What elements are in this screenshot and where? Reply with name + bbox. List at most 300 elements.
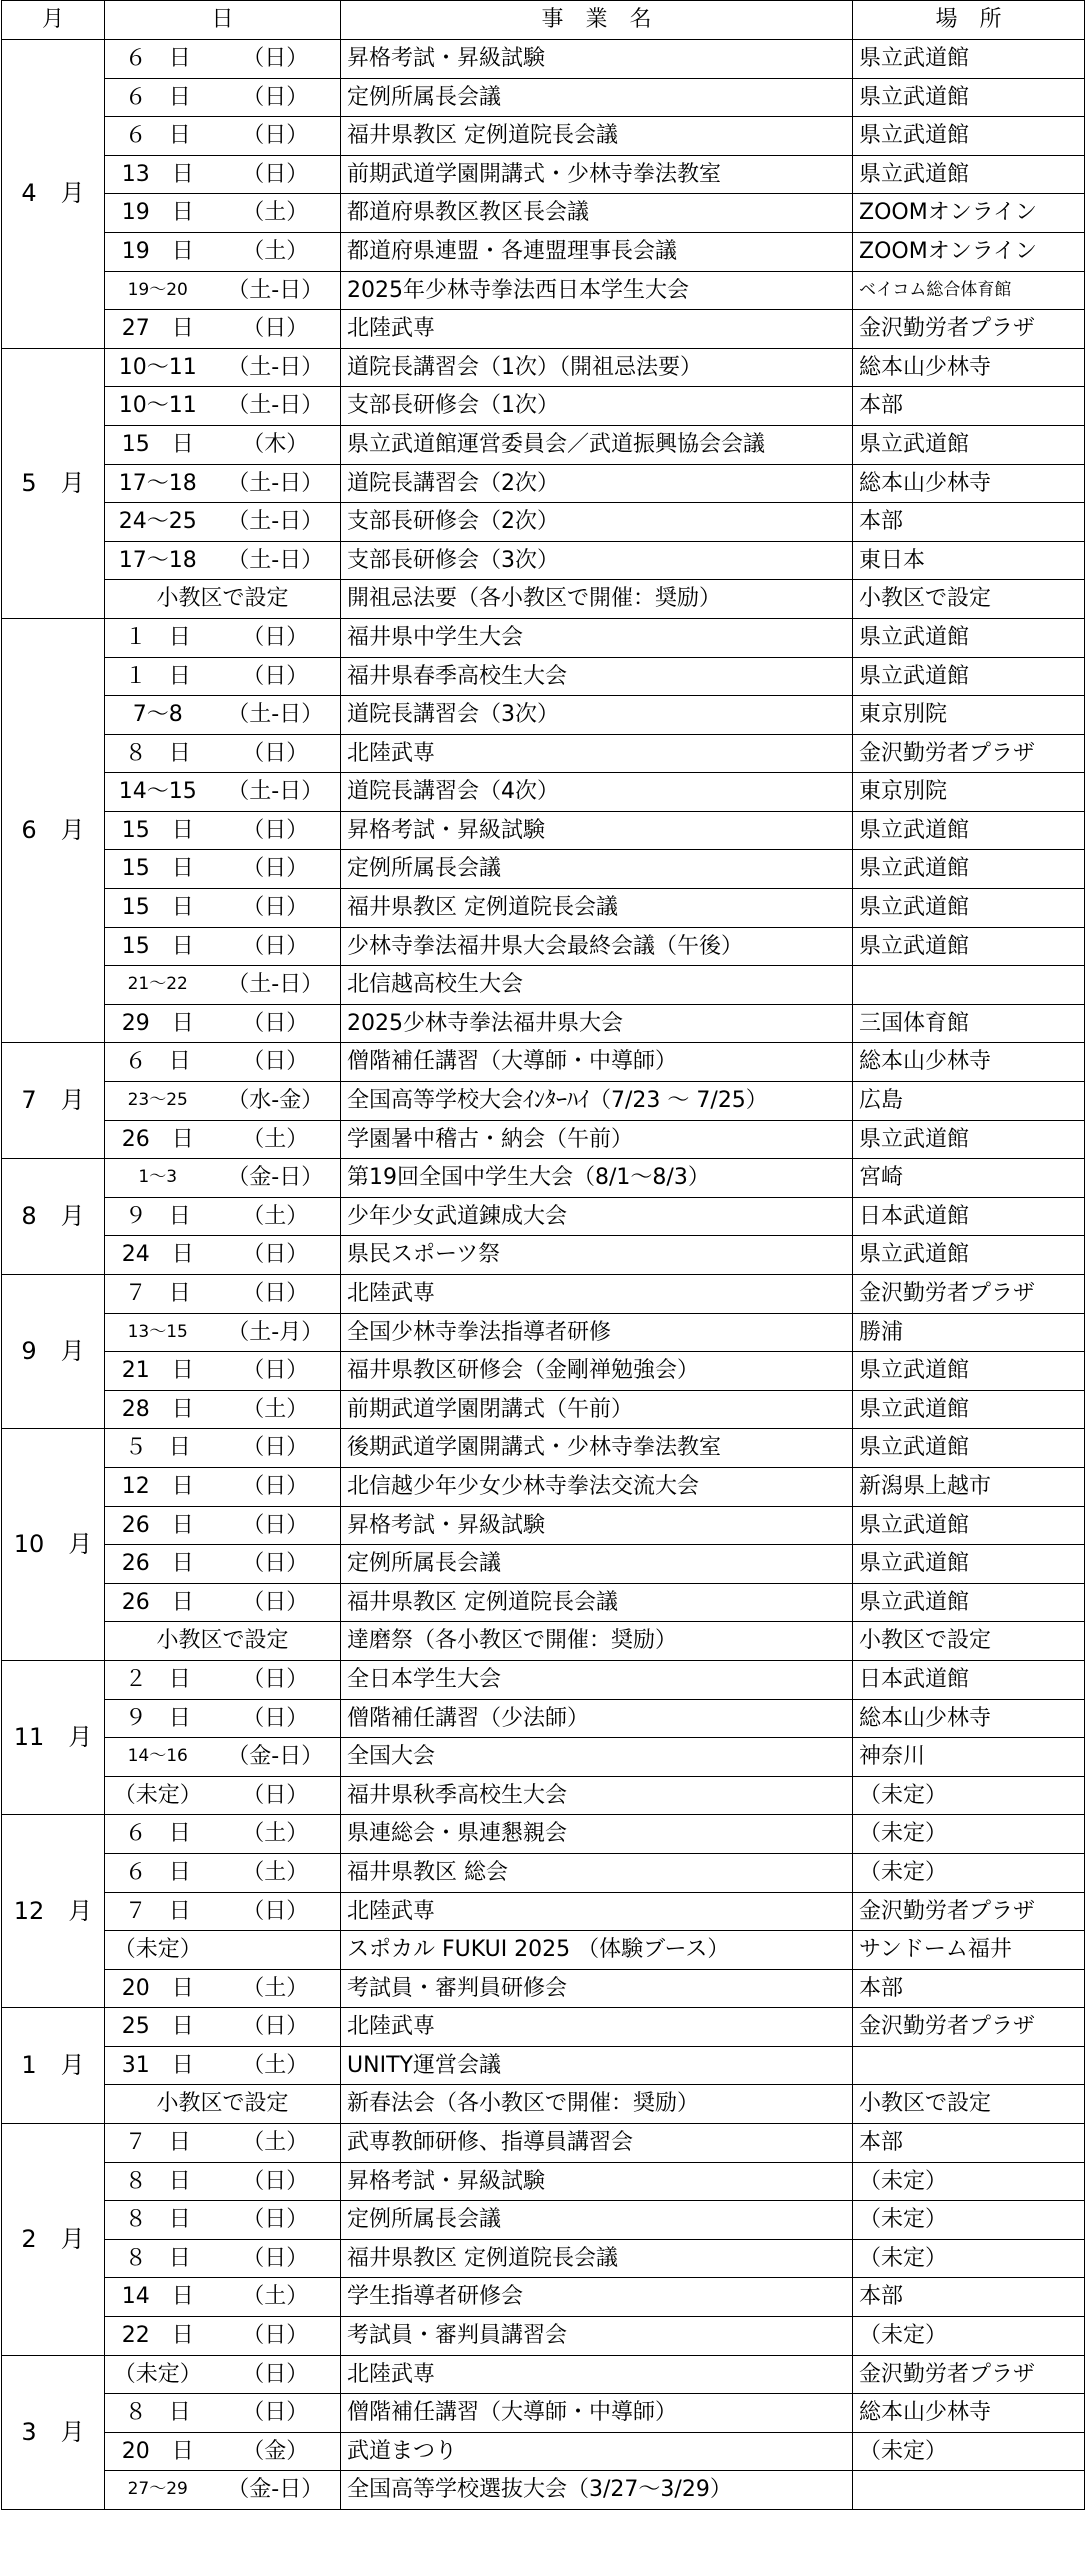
date-cell: 14〜15 bbox=[105, 773, 211, 812]
date-cell: 27〜29 bbox=[105, 2471, 211, 2510]
event-cell: スポカル FUKUI 2025 （体験ブース） bbox=[341, 1931, 853, 1970]
place-cell: 小教区で設定 bbox=[853, 2085, 1085, 2124]
event-cell: 福井県中学生大会 bbox=[341, 618, 853, 657]
month-cell: 8 月 bbox=[2, 1159, 105, 1275]
header-month: 月 bbox=[2, 1, 105, 40]
table-row bbox=[2, 2317, 1085, 2356]
table-row bbox=[2, 1197, 1085, 1236]
place-cell: （未定） bbox=[853, 1853, 1085, 1892]
table-row bbox=[2, 657, 1085, 696]
date-cell: ７ 日 bbox=[105, 1275, 211, 1314]
event-cell: 2025年少林寺拳法西日本学生大会 bbox=[341, 271, 853, 310]
table-row bbox=[2, 1313, 1085, 1352]
weekday-cell: （土-日） bbox=[211, 387, 341, 426]
event-cell: 達磨祭（各小教区で開催：奨励） bbox=[341, 1622, 853, 1661]
weekday-cell: （日） bbox=[211, 2201, 341, 2240]
place-cell: 県立武道館 bbox=[853, 618, 1085, 657]
event-cell: 昇格考試・昇級試験 bbox=[341, 811, 853, 850]
table-row bbox=[2, 966, 1085, 1005]
place-cell bbox=[853, 2046, 1085, 2085]
weekday-cell: （日） bbox=[211, 1275, 341, 1314]
table-row bbox=[2, 1467, 1085, 1506]
event-cell: 全国大会 bbox=[341, 1738, 853, 1777]
date-cell: 21 日 bbox=[105, 1352, 211, 1391]
event-cell: 2025少林寺拳法福井県大会 bbox=[341, 1004, 853, 1043]
place-cell: 総本山少林寺 bbox=[853, 348, 1085, 387]
table-row bbox=[2, 1390, 1085, 1429]
table-row bbox=[2, 2008, 1085, 2047]
weekday-cell: （土） bbox=[211, 1853, 341, 1892]
table-row bbox=[2, 927, 1085, 966]
table-row bbox=[2, 1776, 1085, 1815]
event-cell: 福井県教区 定例道院長会議 bbox=[341, 117, 853, 156]
event-cell: 北陸武専 bbox=[341, 734, 853, 773]
weekday-cell: （日） bbox=[211, 2008, 341, 2047]
table-row bbox=[2, 696, 1085, 735]
date-cell: 7〜8 bbox=[105, 696, 211, 735]
event-cell: 道院長講習会（3次） bbox=[341, 696, 853, 735]
weekday-cell: （日） bbox=[211, 310, 341, 349]
place-cell: 本部 bbox=[853, 2124, 1085, 2163]
event-cell: 県連総会・県連懇親会 bbox=[341, 1815, 853, 1854]
event-cell: 全国高等学校選抜大会（3/27〜3/29） bbox=[341, 2471, 853, 2510]
table-row bbox=[2, 1815, 1085, 1854]
weekday-cell: （日） bbox=[211, 155, 341, 194]
event-cell: 前期武道学園開講式・少林寺拳法教室 bbox=[341, 155, 853, 194]
weekday-cell: （日） bbox=[211, 1043, 341, 1082]
event-cell: 考試員・審判員研修会 bbox=[341, 1969, 853, 2008]
event-cell: 僧階補任講習（少法師） bbox=[341, 1699, 853, 1738]
weekday-cell: （金） bbox=[211, 2432, 341, 2471]
place-cell: 本部 bbox=[853, 387, 1085, 426]
weekday-cell: （土） bbox=[211, 1969, 341, 2008]
date-cell: ８ 日 bbox=[105, 734, 211, 773]
table-row bbox=[2, 2394, 1085, 2433]
table-row bbox=[2, 310, 1085, 349]
event-cell: 福井県春季高校生大会 bbox=[341, 657, 853, 696]
table-row bbox=[2, 2239, 1085, 2278]
place-cell: （未定） bbox=[853, 2162, 1085, 2201]
month-cell: 5 月 bbox=[2, 348, 105, 618]
event-cell: 僧階補任講習（大導師・中導師） bbox=[341, 2394, 853, 2433]
date-cell: ６ 日 bbox=[105, 1815, 211, 1854]
table-row bbox=[2, 271, 1085, 310]
place-cell: 県立武道館 bbox=[853, 1390, 1085, 1429]
place-cell: 県立武道館 bbox=[853, 1583, 1085, 1622]
event-cell: 道院長講習会（4次） bbox=[341, 773, 853, 812]
place-cell bbox=[853, 966, 1085, 1005]
place-cell: 県立武道館 bbox=[853, 1545, 1085, 1584]
weekday-cell: （土-日） bbox=[211, 348, 341, 387]
place-cell: 総本山少林寺 bbox=[853, 464, 1085, 503]
table-row bbox=[2, 618, 1085, 657]
table-row bbox=[2, 2046, 1085, 2085]
month-cell: 4 月 bbox=[2, 40, 105, 349]
date-cell: ８ 日 bbox=[105, 2201, 211, 2240]
table-row bbox=[2, 1159, 1085, 1198]
weekday-cell: （土） bbox=[211, 1197, 341, 1236]
date-cell: 17〜18 bbox=[105, 464, 211, 503]
event-cell: 全国高等学校大会ｲﾝﾀｰﾊｲ（7/23 〜 7/25） bbox=[341, 1082, 853, 1121]
event-cell: 定例所属長会議 bbox=[341, 1545, 853, 1584]
event-cell: 後期武道学園開講式・少林寺拳法教室 bbox=[341, 1429, 853, 1468]
table-row bbox=[2, 1043, 1085, 1082]
date-cell: 28 日 bbox=[105, 1390, 211, 1429]
event-cell: 北陸武専 bbox=[341, 310, 853, 349]
table-row bbox=[2, 1699, 1085, 1738]
date-cell: 26 日 bbox=[105, 1506, 211, 1545]
date-cell: 1〜3 bbox=[105, 1159, 211, 1198]
place-cell: 神奈川 bbox=[853, 1738, 1085, 1777]
weekday-cell: （土） bbox=[211, 194, 341, 233]
date-cell: 24〜25 bbox=[105, 503, 211, 542]
place-cell: 新潟県上越市 bbox=[853, 1467, 1085, 1506]
table-row bbox=[2, 1660, 1085, 1699]
table-row bbox=[2, 1931, 1085, 1970]
table-row bbox=[2, 464, 1085, 503]
weekday-cell: （日） bbox=[211, 2355, 341, 2394]
event-cell: 定例所属長会議 bbox=[341, 2201, 853, 2240]
place-cell: 金沢勤労者プラザ bbox=[853, 1275, 1085, 1314]
weekday-cell: （日） bbox=[211, 889, 341, 928]
date-cell: ７ 日 bbox=[105, 1892, 211, 1931]
weekday-cell: （日） bbox=[211, 850, 341, 889]
event-cell: 県民スポーツ祭 bbox=[341, 1236, 853, 1275]
table-row bbox=[2, 1352, 1085, 1391]
place-cell: 宮崎 bbox=[853, 1159, 1085, 1198]
table-row bbox=[2, 348, 1085, 387]
place-cell: 広島 bbox=[853, 1082, 1085, 1121]
table-row bbox=[2, 2085, 1085, 2124]
table-row bbox=[2, 232, 1085, 271]
schedule-table bbox=[1, 0, 1085, 2510]
table-row bbox=[2, 425, 1085, 464]
table-row bbox=[2, 811, 1085, 850]
event-cell: 北陸武専 bbox=[341, 2355, 853, 2394]
table-row bbox=[2, 194, 1085, 233]
weekday-cell: （土-日） bbox=[211, 541, 341, 580]
event-cell: 北陸武専 bbox=[341, 1275, 853, 1314]
place-cell: 本部 bbox=[853, 1969, 1085, 2008]
date-cell: ２ 日 bbox=[105, 1660, 211, 1699]
event-cell: 僧階補任講習（大導師・中導師） bbox=[341, 1043, 853, 1082]
event-cell: 県立武道館運営委員会／武道振興協会会議 bbox=[341, 425, 853, 464]
date-cell: （未定） bbox=[105, 2355, 211, 2394]
date-cell: 21〜22 bbox=[105, 966, 211, 1005]
date-cell: 10〜11 bbox=[105, 348, 211, 387]
table-row bbox=[2, 2162, 1085, 2201]
event-cell: 新春法会（各小教区で開催：奨励） bbox=[341, 2085, 853, 2124]
month-cell: 7 月 bbox=[2, 1043, 105, 1159]
weekday-cell: （土） bbox=[211, 1120, 341, 1159]
place-cell: 本部 bbox=[853, 2278, 1085, 2317]
place-cell: 県立武道館 bbox=[853, 850, 1085, 889]
weekday-cell bbox=[211, 1931, 341, 1970]
weekday-cell: （金-日） bbox=[211, 1738, 341, 1777]
event-cell: 昇格考試・昇級試験 bbox=[341, 40, 853, 79]
date-cell: 20 日 bbox=[105, 2432, 211, 2471]
place-cell: 県立武道館 bbox=[853, 1236, 1085, 1275]
date-cell: 20 日 bbox=[105, 1969, 211, 2008]
event-cell: 支部長研修会（1次） bbox=[341, 387, 853, 426]
table-row bbox=[2, 773, 1085, 812]
place-cell: 金沢勤労者プラザ bbox=[853, 734, 1085, 773]
date-cell: 15 日 bbox=[105, 927, 211, 966]
weekday-cell: （日） bbox=[211, 2239, 341, 2278]
date-cell: 小教区で設定 bbox=[105, 580, 341, 619]
weekday-cell: （土） bbox=[211, 2124, 341, 2163]
place-cell: （未定） bbox=[853, 2239, 1085, 2278]
date-cell: 12 日 bbox=[105, 1467, 211, 1506]
event-cell: 少林寺拳法福井県大会最終会議（午後） bbox=[341, 927, 853, 966]
date-cell: 22 日 bbox=[105, 2317, 211, 2356]
table-row bbox=[2, 2124, 1085, 2163]
weekday-cell: （日） bbox=[211, 1467, 341, 1506]
weekday-cell: （土-日） bbox=[211, 696, 341, 735]
weekday-cell: （日） bbox=[211, 1699, 341, 1738]
date-cell: 13〜15 bbox=[105, 1313, 211, 1352]
table-row bbox=[2, 850, 1085, 889]
event-cell: 福井県秋季高校生大会 bbox=[341, 1776, 853, 1815]
event-cell: 福井県教区 定例道院長会議 bbox=[341, 1583, 853, 1622]
date-cell: 19 日 bbox=[105, 232, 211, 271]
date-cell: ９ 日 bbox=[105, 1197, 211, 1236]
weekday-cell: （日） bbox=[211, 78, 341, 117]
event-cell: 開祖忌法要（各小教区で開催：奨励） bbox=[341, 580, 853, 619]
place-cell: 東京別院 bbox=[853, 696, 1085, 735]
place-cell: 勝浦 bbox=[853, 1313, 1085, 1352]
date-cell: １ 日 bbox=[105, 618, 211, 657]
schedule-body bbox=[2, 40, 1085, 2510]
date-cell: 15 日 bbox=[105, 425, 211, 464]
weekday-cell: （日） bbox=[211, 657, 341, 696]
weekday-cell: （日） bbox=[211, 1892, 341, 1931]
date-cell: ８ 日 bbox=[105, 2239, 211, 2278]
table-row bbox=[2, 2278, 1085, 2317]
weekday-cell: （土） bbox=[211, 2278, 341, 2317]
weekday-cell: （水-金） bbox=[211, 1082, 341, 1121]
month-cell: 1 月 bbox=[2, 2008, 105, 2124]
table-row bbox=[2, 1892, 1085, 1931]
weekday-cell: （日） bbox=[211, 2162, 341, 2201]
weekday-cell: （日） bbox=[211, 2394, 341, 2433]
date-cell: 14 日 bbox=[105, 2278, 211, 2317]
weekday-cell: （土-日） bbox=[211, 503, 341, 542]
event-cell: 福井県教区研修会（金剛禅勉強会） bbox=[341, 1352, 853, 1391]
place-cell bbox=[853, 2471, 1085, 2510]
table-row bbox=[2, 541, 1085, 580]
date-cell: 15 日 bbox=[105, 811, 211, 850]
place-cell: 総本山少林寺 bbox=[853, 2394, 1085, 2433]
weekday-cell: （日） bbox=[211, 734, 341, 773]
date-cell: 10〜11 bbox=[105, 387, 211, 426]
weekday-cell: （日） bbox=[211, 927, 341, 966]
date-cell: 小教区で設定 bbox=[105, 1622, 341, 1661]
table-row bbox=[2, 1622, 1085, 1661]
weekday-cell: （日） bbox=[211, 1776, 341, 1815]
weekday-cell: （日） bbox=[211, 811, 341, 850]
place-cell: ベイコム総合体育館 bbox=[853, 271, 1085, 310]
place-cell: 金沢勤労者プラザ bbox=[853, 2355, 1085, 2394]
table-row bbox=[2, 1120, 1085, 1159]
place-cell: 東京別院 bbox=[853, 773, 1085, 812]
place-cell: 県立武道館 bbox=[853, 811, 1085, 850]
weekday-cell: （土） bbox=[211, 1815, 341, 1854]
place-cell: 県立武道館 bbox=[853, 1429, 1085, 1468]
place-cell: 県立武道館 bbox=[853, 1506, 1085, 1545]
month-cell: 6 月 bbox=[2, 618, 105, 1043]
header-day: 日 bbox=[105, 1, 341, 40]
month-cell: 12 月 bbox=[2, 1815, 105, 2008]
place-cell: 本部 bbox=[853, 503, 1085, 542]
date-cell: ５ 日 bbox=[105, 1429, 211, 1468]
header-row bbox=[2, 1, 1085, 40]
date-cell: ９ 日 bbox=[105, 1699, 211, 1738]
event-cell: 都道府県教区教区長会議 bbox=[341, 194, 853, 233]
month-cell: 3 月 bbox=[2, 2355, 105, 2509]
event-cell: 昇格考試・昇級試験 bbox=[341, 1506, 853, 1545]
weekday-cell: （日） bbox=[211, 1004, 341, 1043]
date-cell: 29 日 bbox=[105, 1004, 211, 1043]
event-cell: 支部長研修会（3次） bbox=[341, 541, 853, 580]
date-cell: ６ 日 bbox=[105, 40, 211, 79]
table-row bbox=[2, 40, 1085, 79]
event-cell: 定例所属長会議 bbox=[341, 78, 853, 117]
date-cell: 19〜20 bbox=[105, 271, 211, 310]
table-row bbox=[2, 1275, 1085, 1314]
weekday-cell: （土-日） bbox=[211, 966, 341, 1005]
date-cell: 26 日 bbox=[105, 1583, 211, 1622]
weekday-cell: （日） bbox=[211, 1583, 341, 1622]
weekday-cell: （日） bbox=[211, 1236, 341, 1275]
place-cell: 日本武道館 bbox=[853, 1197, 1085, 1236]
place-cell: 東日本 bbox=[853, 541, 1085, 580]
table-row bbox=[2, 387, 1085, 426]
place-cell: サンドーム福井 bbox=[853, 1931, 1085, 1970]
table-row bbox=[2, 580, 1085, 619]
place-cell: （未定） bbox=[853, 1815, 1085, 1854]
place-cell: 県立武道館 bbox=[853, 155, 1085, 194]
event-cell: 福井県教区 定例道院長会議 bbox=[341, 889, 853, 928]
table-row bbox=[2, 1082, 1085, 1121]
date-cell: （未定） bbox=[105, 1776, 211, 1815]
date-cell: 31 日 bbox=[105, 2046, 211, 2085]
month-cell: 9 月 bbox=[2, 1275, 105, 1429]
place-cell: （未定） bbox=[853, 2201, 1085, 2240]
table-row bbox=[2, 2471, 1085, 2510]
weekday-cell: （土） bbox=[211, 1390, 341, 1429]
table-row bbox=[2, 1545, 1085, 1584]
table-row bbox=[2, 889, 1085, 928]
table-row bbox=[2, 2432, 1085, 2471]
place-cell: 県立武道館 bbox=[853, 40, 1085, 79]
event-cell: 武道まつり bbox=[341, 2432, 853, 2471]
event-cell: 福井県教区 総会 bbox=[341, 1853, 853, 1892]
date-cell: 15 日 bbox=[105, 889, 211, 928]
place-cell: 日本武道館 bbox=[853, 1660, 1085, 1699]
date-cell: ６ 日 bbox=[105, 117, 211, 156]
date-cell: 26 日 bbox=[105, 1120, 211, 1159]
place-cell: （未定） bbox=[853, 2317, 1085, 2356]
table-row bbox=[2, 2355, 1085, 2394]
event-cell: 昇格考試・昇級試験 bbox=[341, 2162, 853, 2201]
table-row bbox=[2, 503, 1085, 542]
table-row bbox=[2, 1429, 1085, 1468]
weekday-cell: （土） bbox=[211, 232, 341, 271]
place-cell: 三国体育館 bbox=[853, 1004, 1085, 1043]
table-row bbox=[2, 1969, 1085, 2008]
event-cell: 武専教師研修、指導員講習会 bbox=[341, 2124, 853, 2163]
place-cell: 小教区で設定 bbox=[853, 1622, 1085, 1661]
event-cell: 北陸武専 bbox=[341, 1892, 853, 1931]
event-cell: 北陸武専 bbox=[341, 2008, 853, 2047]
weekday-cell: （金-日） bbox=[211, 1159, 341, 1198]
weekday-cell: （金-日） bbox=[211, 2471, 341, 2510]
month-cell: 10 月 bbox=[2, 1429, 105, 1661]
weekday-cell: （日） bbox=[211, 117, 341, 156]
weekday-cell: （日） bbox=[211, 1506, 341, 1545]
event-cell: 支部長研修会（2次） bbox=[341, 503, 853, 542]
table-row bbox=[2, 1853, 1085, 1892]
table-row bbox=[2, 1004, 1085, 1043]
weekday-cell: （土） bbox=[211, 2046, 341, 2085]
place-cell: 総本山少林寺 bbox=[853, 1043, 1085, 1082]
date-cell: ６ 日 bbox=[105, 78, 211, 117]
header-event: 事 業 名 bbox=[341, 1, 853, 40]
date-cell: 23〜25 bbox=[105, 1082, 211, 1121]
date-cell: 26 日 bbox=[105, 1545, 211, 1584]
date-cell: 25 日 bbox=[105, 2008, 211, 2047]
table-row bbox=[2, 1738, 1085, 1777]
weekday-cell: （日） bbox=[211, 618, 341, 657]
date-cell: ６ 日 bbox=[105, 1043, 211, 1082]
date-cell: 19 日 bbox=[105, 194, 211, 233]
event-cell: 全日本学生大会 bbox=[341, 1660, 853, 1699]
date-cell: ６ 日 bbox=[105, 1853, 211, 1892]
event-cell: 前期武道学園閉講式（午前） bbox=[341, 1390, 853, 1429]
event-cell: 道院長講習会（2次） bbox=[341, 464, 853, 503]
date-cell: 24 日 bbox=[105, 1236, 211, 1275]
month-cell: 2 月 bbox=[2, 2124, 105, 2356]
date-cell: １ 日 bbox=[105, 657, 211, 696]
place-cell: ZOOMオンライン bbox=[853, 232, 1085, 271]
table-row bbox=[2, 78, 1085, 117]
table-row bbox=[2, 2201, 1085, 2240]
event-cell: 福井県教区 定例道院長会議 bbox=[341, 2239, 853, 2278]
table-row bbox=[2, 1236, 1085, 1275]
place-cell: ZOOMオンライン bbox=[853, 194, 1085, 233]
date-cell: 27 日 bbox=[105, 310, 211, 349]
place-cell: 県立武道館 bbox=[853, 927, 1085, 966]
date-cell: 17〜18 bbox=[105, 541, 211, 580]
header-place: 場 所 bbox=[853, 1, 1085, 40]
event-cell: 少年少女武道錬成大会 bbox=[341, 1197, 853, 1236]
table-row bbox=[2, 1506, 1085, 1545]
place-cell: 県立武道館 bbox=[853, 1352, 1085, 1391]
place-cell: 県立武道館 bbox=[853, 117, 1085, 156]
place-cell: 県立武道館 bbox=[853, 657, 1085, 696]
date-cell: ８ 日 bbox=[105, 2394, 211, 2433]
event-cell: 定例所属長会議 bbox=[341, 850, 853, 889]
date-cell: 14〜16 bbox=[105, 1738, 211, 1777]
place-cell: 県立武道館 bbox=[853, 889, 1085, 928]
table-row bbox=[2, 155, 1085, 194]
date-cell: ８ 日 bbox=[105, 2162, 211, 2201]
date-cell: ７ 日 bbox=[105, 2124, 211, 2163]
weekday-cell: （土-月） bbox=[211, 1313, 341, 1352]
place-cell: 総本山少林寺 bbox=[853, 1699, 1085, 1738]
place-cell: 金沢勤労者プラザ bbox=[853, 310, 1085, 349]
